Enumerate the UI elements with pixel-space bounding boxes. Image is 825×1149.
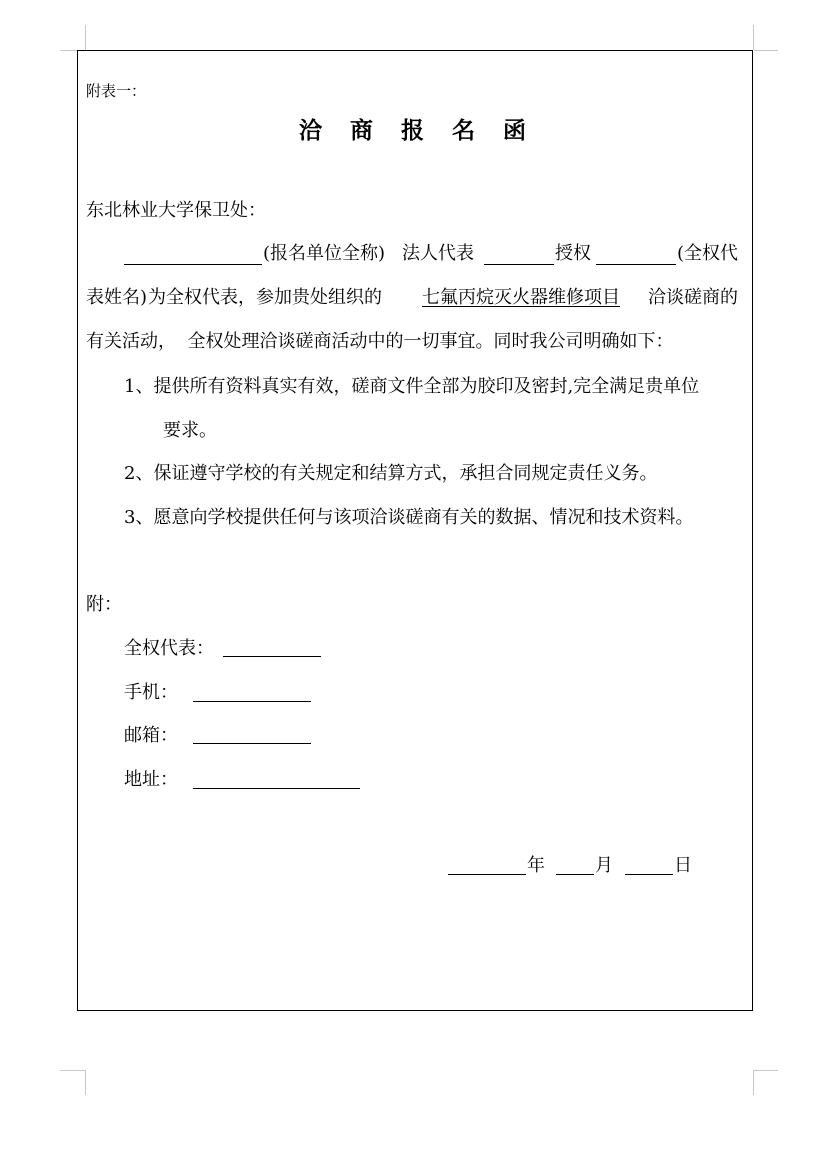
year-label: 年 bbox=[527, 855, 545, 876]
crop-mark-bottom-left-v bbox=[85, 1070, 86, 1095]
phone-label: 手机： bbox=[124, 682, 178, 703]
crop-mark-top-right-v bbox=[753, 25, 754, 50]
legal-rep-label: 法人代表 bbox=[402, 243, 474, 264]
item-1-line1: 1、提供所有资料真实有效，磋商文件全部为胶印及密封,完全满足贵单位 bbox=[124, 376, 700, 397]
paragraph-line2-text: 为全权代表，参加贵处组织的 bbox=[148, 287, 382, 308]
day-label: 日 bbox=[674, 855, 692, 876]
crop-mark-top-right-h bbox=[754, 50, 778, 51]
authorize-label: 授权 bbox=[555, 243, 591, 264]
attachment-label: 附表一： bbox=[86, 82, 147, 100]
item-3: 3、愿意向学校提供任何与该项洽谈磋商有关的数据、情况和技术资料。 bbox=[124, 507, 694, 528]
title-char: 商 bbox=[350, 117, 373, 144]
unit-name-blank[interactable] bbox=[124, 264, 262, 265]
item-1-line2: 要求。 bbox=[163, 420, 217, 441]
authorized-rep-blank[interactable] bbox=[596, 264, 676, 265]
crop-mark-bottom-right-v bbox=[753, 1070, 754, 1095]
crop-mark-bottom-left-h bbox=[60, 1070, 85, 1071]
phone-field[interactable] bbox=[193, 701, 311, 702]
month-field[interactable] bbox=[556, 874, 594, 875]
address-field[interactable] bbox=[193, 788, 360, 789]
rep-name-hint-b: 表姓名) bbox=[86, 287, 148, 308]
day-field[interactable] bbox=[625, 874, 673, 875]
year-field[interactable] bbox=[448, 874, 526, 875]
addressee: 东北林业大学保卫处： bbox=[86, 200, 266, 221]
crop-mark-top-left-v bbox=[85, 25, 86, 50]
paragraph-line3: 有关活动， 全权处理洽谈磋商活动中的一切事宜。同时我公司明确如下： bbox=[86, 331, 674, 352]
month-label: 月 bbox=[595, 855, 613, 876]
crop-mark-bottom-right-h bbox=[753, 1070, 778, 1071]
email-field[interactable] bbox=[193, 743, 311, 744]
full-rep-label: 全权代表： bbox=[124, 638, 214, 659]
paragraph-line2-tail: 洽谈磋商的 bbox=[648, 287, 738, 308]
email-label: 邮箱： bbox=[124, 725, 178, 746]
address-label: 地址： bbox=[124, 769, 178, 790]
rep-name-hint-a: (全权代 bbox=[677, 243, 739, 264]
title-char: 洽 bbox=[299, 117, 322, 144]
document-title bbox=[0, 112, 825, 145]
project-name: 七氟丙烷灭火器维修项目 bbox=[422, 287, 620, 308]
title-char: 报 bbox=[401, 117, 424, 144]
title-char: 函 bbox=[503, 117, 526, 144]
legal-rep-blank[interactable] bbox=[484, 264, 554, 265]
item-2: 2、保证遵守学校的有关规定和结算方式，承担合同规定责任义务。 bbox=[124, 463, 658, 484]
page-border bbox=[77, 50, 753, 1011]
unit-name-hint: (报名单位全称) bbox=[263, 243, 386, 264]
title-char: 名 bbox=[452, 117, 475, 144]
full-rep-field[interactable] bbox=[223, 656, 321, 657]
appendix-label: 附： bbox=[86, 594, 122, 615]
